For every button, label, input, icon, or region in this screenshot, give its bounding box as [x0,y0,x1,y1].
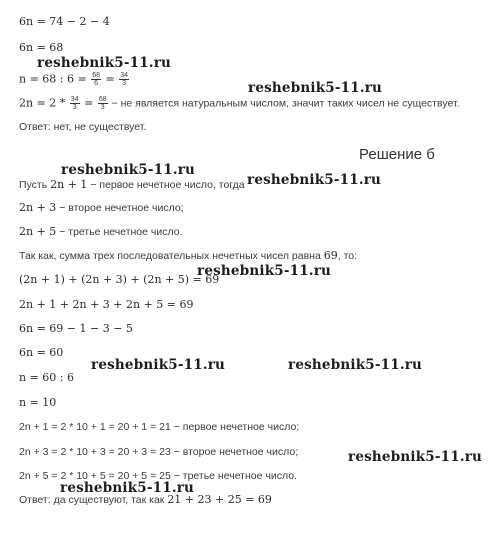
line-third-value: 2n + 5 = 2 * 10 + 5 = 20 + 5 = 25 − третье нечетное число. [19,470,297,482]
line-let: Пусть 2n + 1 − первое нечетное число, тогда [19,178,245,191]
line-6n-68: 6n = 68 [19,41,64,54]
line-2n-not-natural: 2n = 2 * $\frac{34}{3}$ = $\frac{68}{3}$ − не является натуральным числом, значит таких чисел не существует. [19,96,460,111]
line-expanded: 2n + 1 + 2n + 3 + 2n + 5 = 69 [19,298,194,311]
answer-a: Ответ: нет, не существует. [19,121,147,133]
line-sum-condition: Так как, сумма трех последовательных нечетных чисел равна 69, то: [19,249,358,262]
watermark: reshebnik5-11.ru [61,162,196,178]
line-second-odd: 2n + 3 − второе нечетное число; [19,201,184,214]
watermark: reshebnik5-11.ru [37,55,172,71]
line-6n-69: 6n = 69 − 1 − 3 − 5 [19,322,133,335]
watermark: reshebnik5-11.ru [197,263,332,279]
line-n-60-6: n = 60 : 6 [19,371,74,384]
watermark: reshebnik5-11.ru [91,357,226,373]
answer-b: Ответ: да существуют, так как 21 + 23 + 25 = 69 [19,493,272,506]
solution-b-heading: Решение б [359,146,435,163]
line-first-value: 2n + 1 = 2 * 10 + 1 = 20 + 1 = 21 − первое нечетное число; [19,421,300,433]
line-6n-eq: 6n = 74 − 2 − 4 [19,15,110,28]
watermark: reshebnik5-11.ru [288,357,423,373]
line-6n-60: 6n = 60 [19,346,64,359]
watermark: reshebnik5-11.ru [348,449,483,465]
line-n-10: n = 10 [19,396,57,409]
watermark: reshebnik5-11.ru [60,480,195,496]
line-third-odd: 2n + 5 − третье нечетное число. [19,225,183,238]
line-second-value: 2n + 3 = 2 * 10 + 3 = 20 + 3 = 23 − второе нечетное число; [19,446,299,458]
watermark: reshebnik5-11.ru [247,172,382,188]
line-n-fraction: n = 68 : 6 = $\frac{68}{6}$ = $\frac{34}{3}$ [19,72,129,87]
watermark: reshebnik5-11.ru [248,80,383,96]
line-equation: (2n + 1) + (2n + 3) + (2n + 5) = 69 [19,273,220,286]
